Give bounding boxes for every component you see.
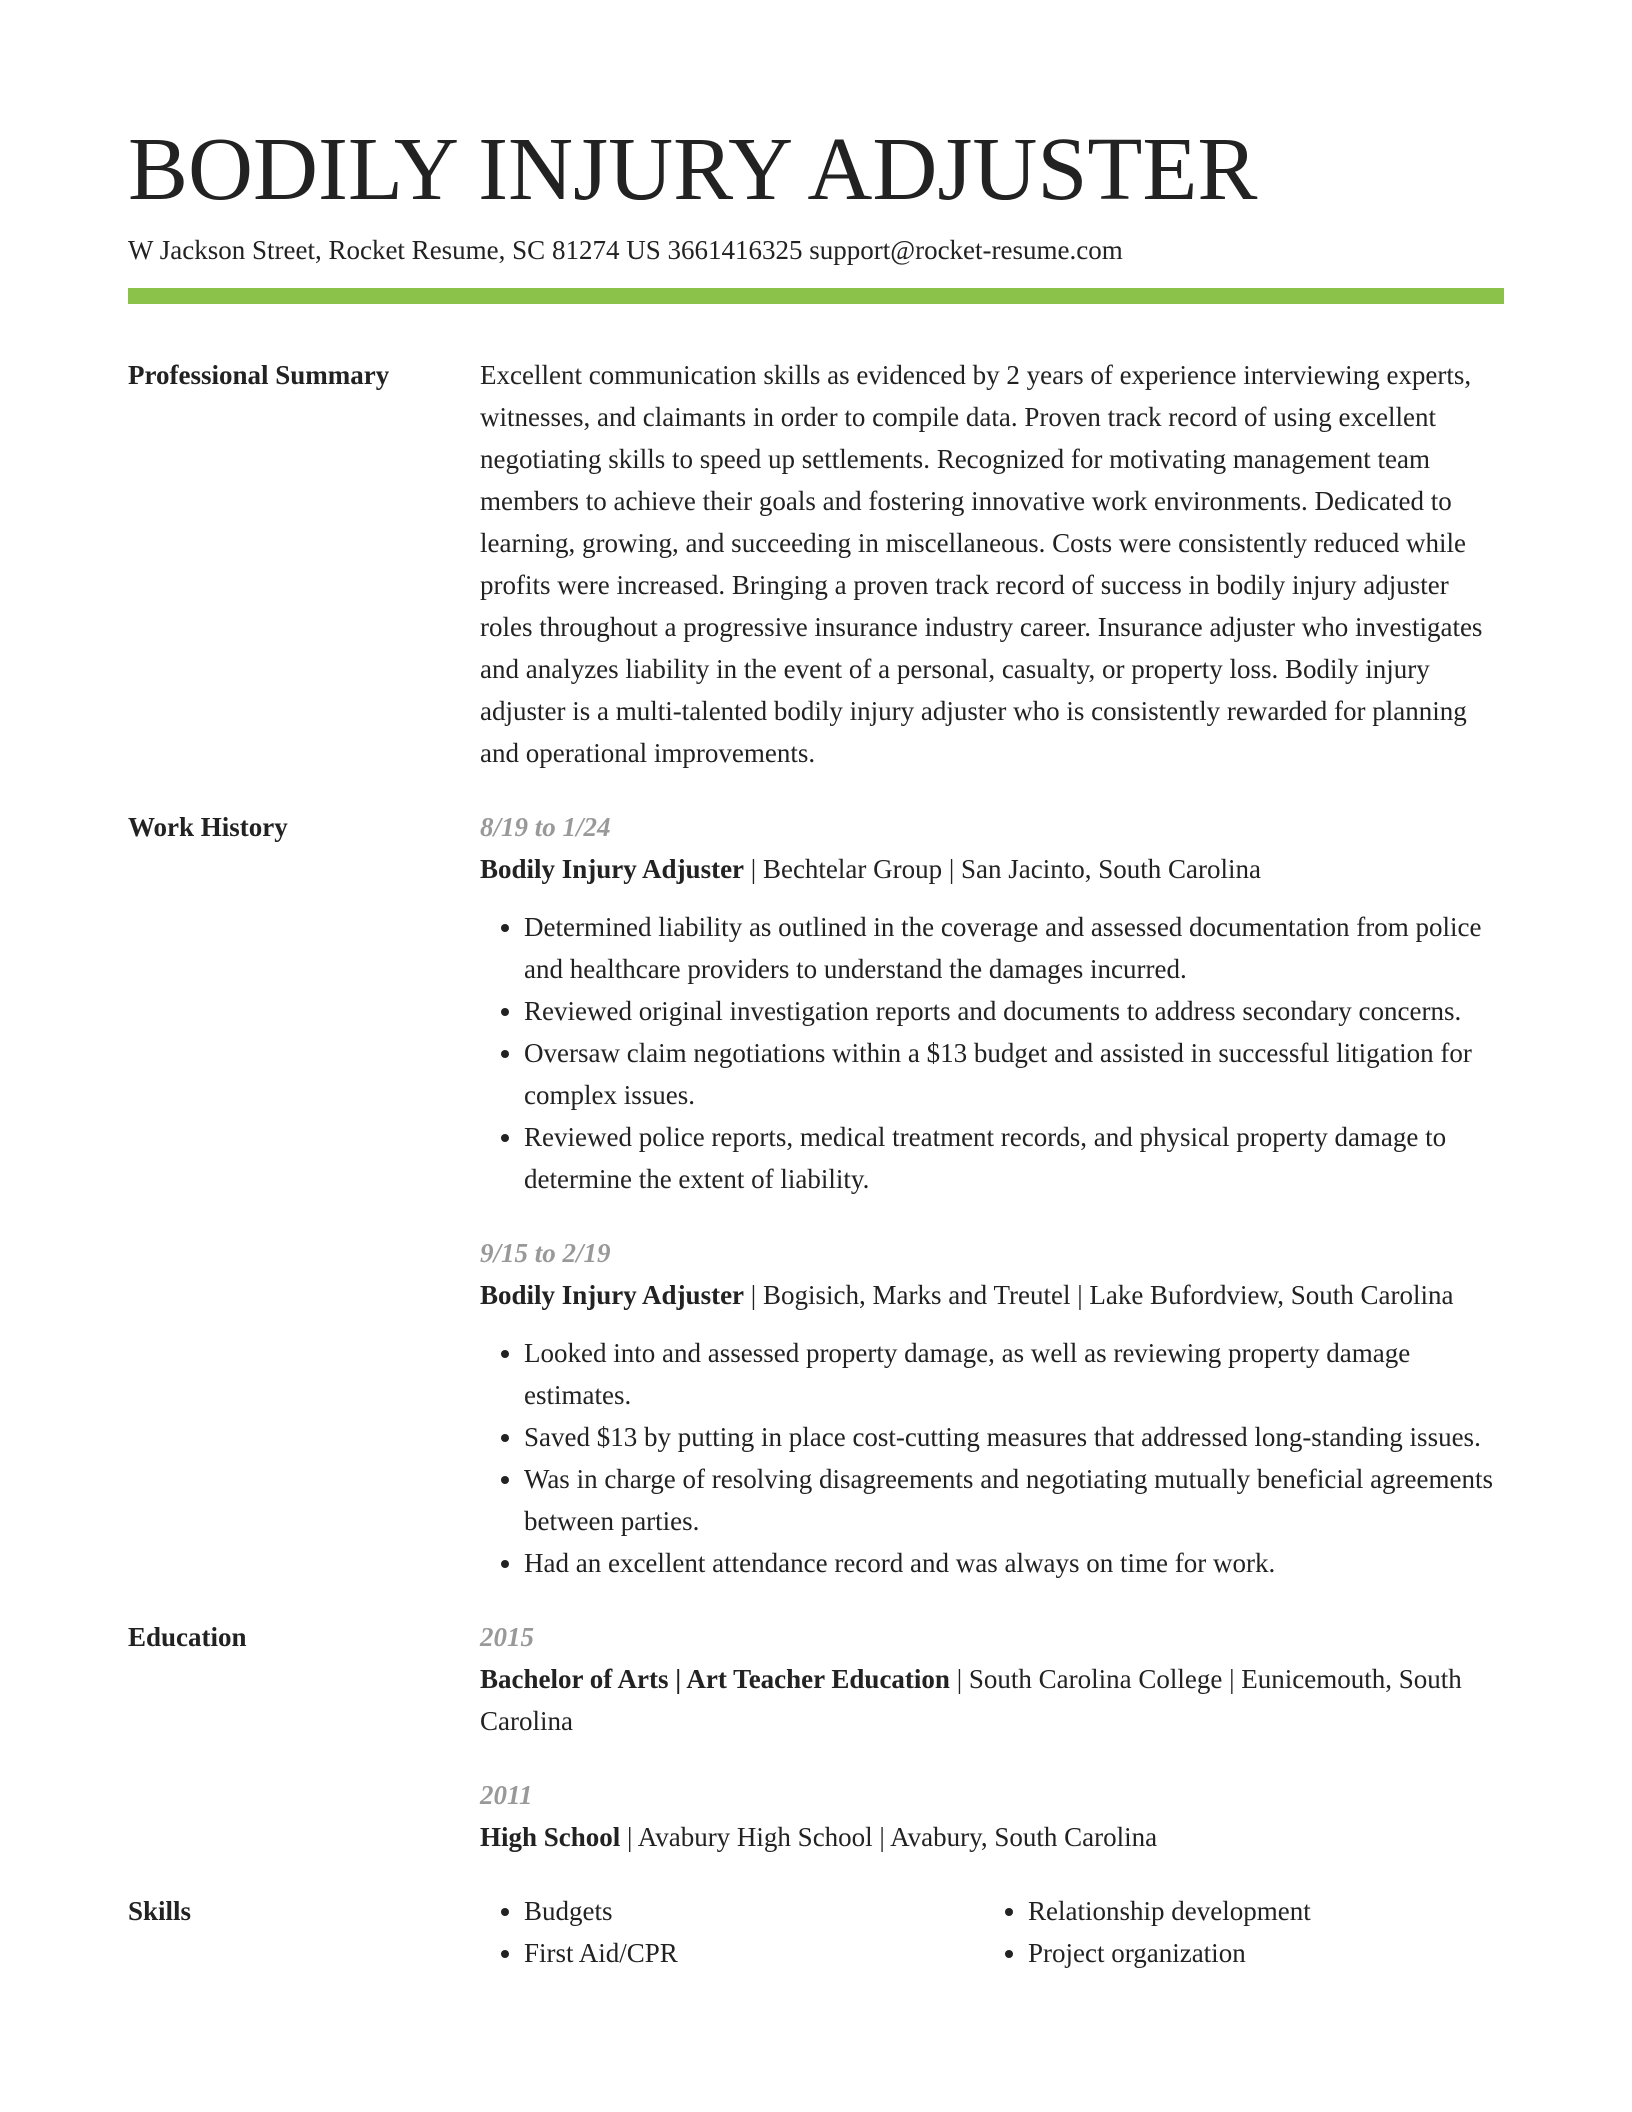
summary-text: Excellent communication skills as evidenced by 2 years of experience interviewing experts, witnesses, and claimants in order to compile data. Proven track record of using excellent negotiating skills to speed up settlements. Recognized for motivating management team members to achieve their goals and fostering innovative work environments. Dedicated to learning, growing, and succeeding in miscellaneous. Costs were consistently reduced while profits were increased. Bringing a proven track record of success in bodily injury adjuster roles throughout a progressive insurance industry career. Insurance adjuster who investigates and analyzes liability in the event of a personal, casualty, or property loss. Bodily injury adjuster is a multi-talented bodily injury adjuster who is consistently rewarded for planning and operational improvements. [480, 360, 1483, 768]
summary-section [128, 354, 1504, 774]
skills-columns [480, 1890, 1504, 1974]
skills-list-left [480, 1890, 984, 1974]
job-bullet: • Had an excellent attendance record and was always on time for work. [524, 1542, 1504, 1584]
education-label: Education [128, 1622, 247, 1652]
job-bullets [480, 1332, 1504, 1584]
job-bullet: • Determined liability as outlined in the coverage and assessed documentation from police and healthcare providers to understand the damages incurred. [524, 906, 1504, 990]
education-degree: Bachelor of Arts | Art Teacher Education [480, 1664, 950, 1694]
resume-name: BODILY INJURY ADJUSTER [128, 120, 1258, 219]
job-dates: 9/15 to 2/19 [480, 1238, 611, 1268]
job-role [480, 848, 1504, 890]
header-divider [128, 288, 1504, 304]
work-history-section [128, 806, 1504, 1584]
skill-item: • Budgets [524, 1890, 984, 1932]
contact-line: W Jackson Street, Rocket Resume, SC 81274 US 3661416325 support@rocket-resume.com [128, 235, 1123, 265]
education-role [480, 1658, 1504, 1742]
job-bullet: • Was in charge of resolving disagreements and negotiating mutually beneficial agreements between parties. [524, 1458, 1504, 1542]
education-section [128, 1616, 1504, 1858]
job-bullet: • Oversaw claim negotiations within a $13 budget and assisted in successful litigation for complex issues. [524, 1032, 1504, 1116]
job-title: Bodily Injury Adjuster [480, 1280, 745, 1310]
work-history-label: Work History [128, 812, 288, 842]
education-entry [480, 1616, 1504, 1742]
work-history-body [480, 806, 1504, 1584]
skills-label: Skills [128, 1896, 192, 1926]
job-bullet: • Reviewed police reports, medical treatment records, and physical property damage to determine the extent of liability. [524, 1116, 1504, 1200]
job-bullet: • Saved $13 by putting in place cost-cutting measures that addressed long-standing issues. [524, 1416, 1504, 1458]
job-entry [480, 1232, 1504, 1584]
education-role [480, 1816, 1504, 1858]
job-bullet: • Looked into and assessed property damage, as well as reviewing property damage estimates. [524, 1332, 1504, 1416]
skill-item: • First Aid/CPR [524, 1932, 984, 1974]
education-degree: High School [480, 1822, 621, 1852]
job-bullets [480, 906, 1504, 1200]
education-year: 2015 [480, 1622, 534, 1652]
job-details: | Bechtelar Group | San Jacinto, South Carolina [744, 854, 1262, 884]
education-entry [480, 1774, 1504, 1858]
skills-body [480, 1890, 1504, 1974]
skills-list-right [984, 1890, 1488, 1974]
summary-body [480, 354, 1504, 774]
education-year: 2011 [480, 1780, 533, 1810]
education-details: | South Carolina College | Eunicemouth, South Carolina [480, 1664, 1462, 1736]
summary-label: Professional Summary [128, 360, 390, 390]
job-dates: 8/19 to 1/24 [480, 812, 611, 842]
job-entry [480, 806, 1504, 1200]
job-role [480, 1274, 1504, 1316]
skill-item: • Relationship development [1028, 1890, 1488, 1932]
job-details: | Bogisich, Marks and Treutel | Lake Bufordview, South Carolina [744, 1280, 1454, 1310]
skills-section [128, 1890, 1504, 1974]
job-title: Bodily Injury Adjuster [480, 854, 745, 884]
education-body [480, 1616, 1504, 1858]
education-details: | Avabury High School | Avabury, South Carolina [620, 1822, 1158, 1852]
skill-item: • Project organization [1028, 1932, 1488, 1974]
job-bullet: • Reviewed original investigation reports and documents to address secondary concerns. [524, 990, 1504, 1032]
